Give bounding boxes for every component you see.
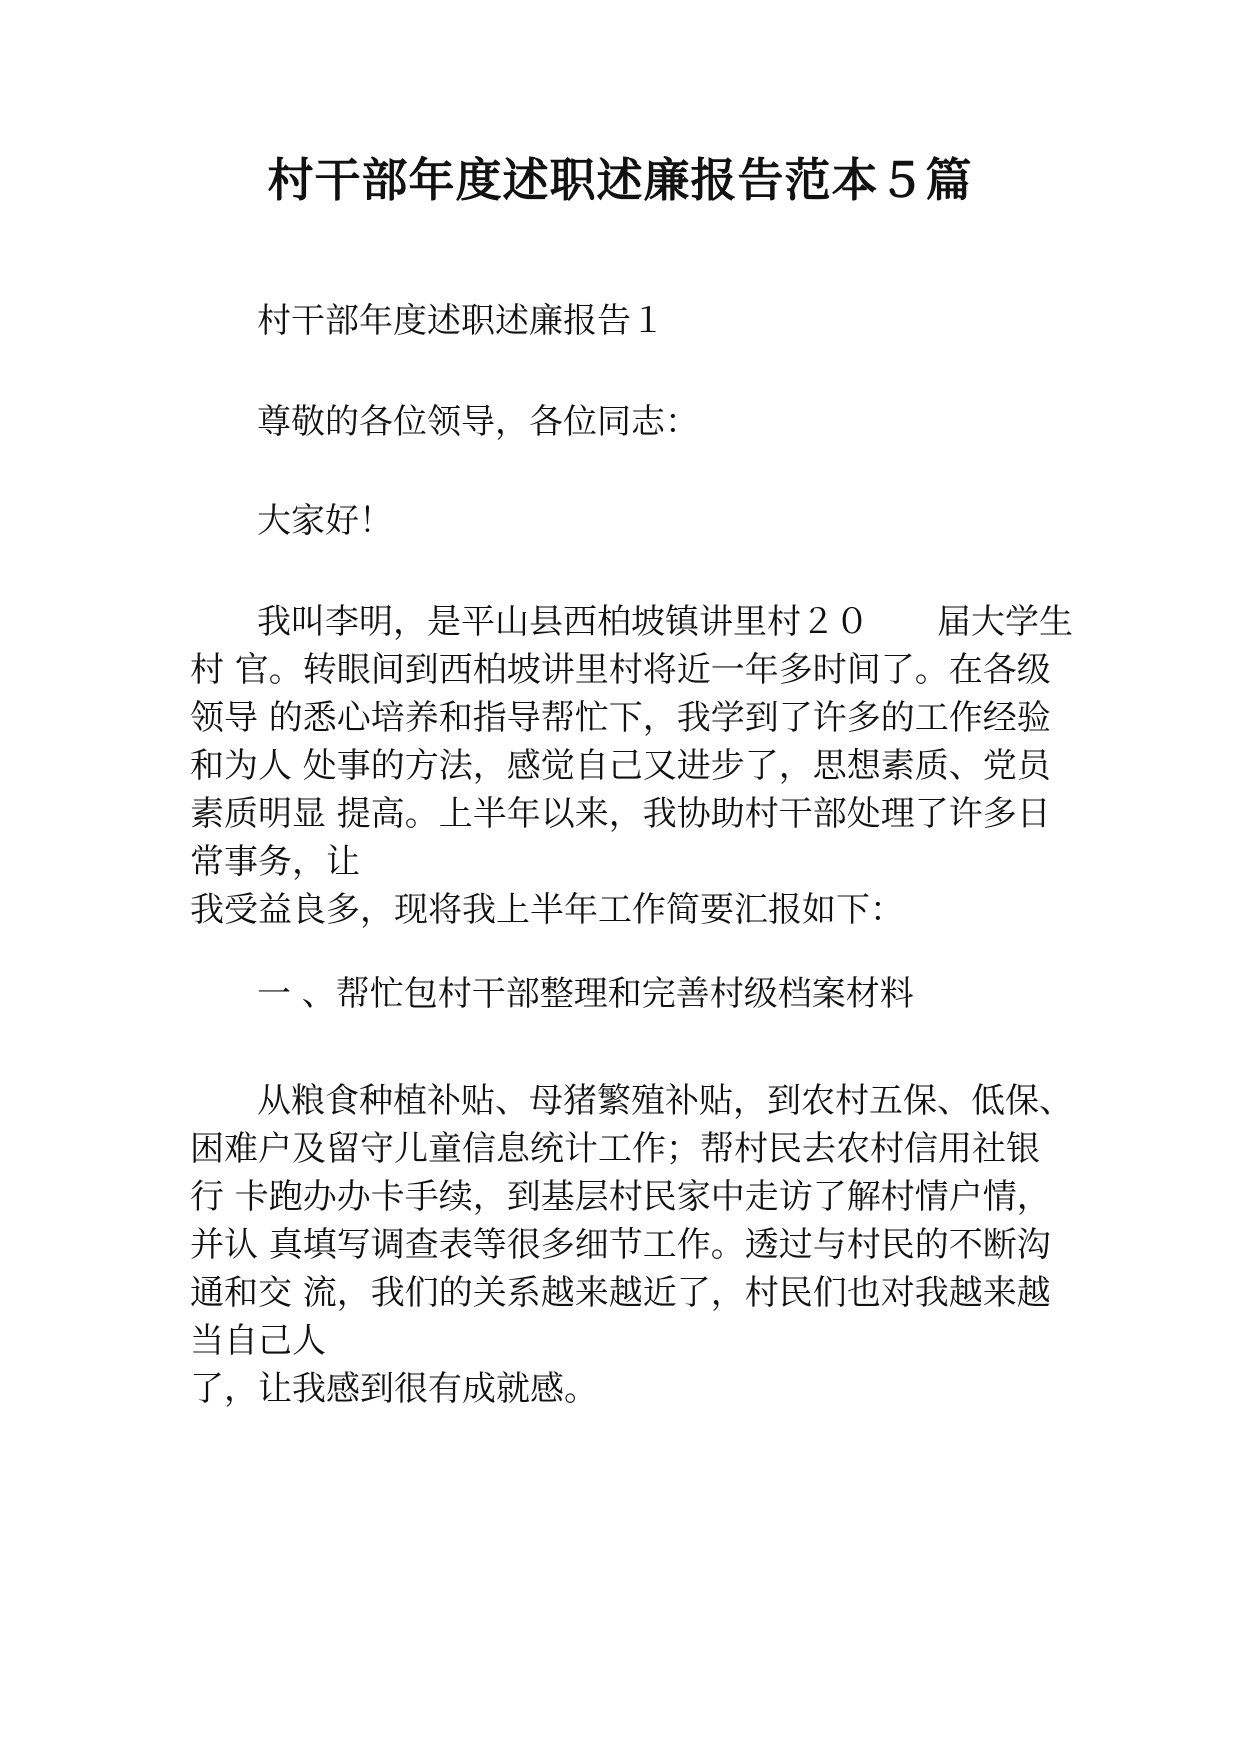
paragraph-line: 了，让我感到很有成就感。 [190,1369,598,1409]
paragraph-line: 我受益良多，现将我上半年工作简要汇报如下： [190,890,904,930]
paragraph-intro [190,598,1073,934]
greeting: 大家好！ [257,501,393,541]
paragraph-line: 我叫李明，是平山县西柏坡镇讲里村２０ 届大学生 [257,602,1073,642]
paragraph-line: 当自己人 [190,1321,326,1361]
document-title: 村干部年度述职述廉报告范本５篇 [267,153,973,207]
paragraph-line: 困难户及留守儿童信息统计工作；帮村民去农村信用社银 [190,1129,1040,1169]
paragraph-line: 并认 真填写调查表等很多细节工作。透过与村民的不断沟 [190,1225,1051,1265]
paragraph-line: 常事务，让 [190,842,360,882]
paragraph-line: 村 官。转眼间到西柏坡讲里村将近一年多时间了。在各级 [190,650,1051,690]
subheading-archives: 一 、帮忙包村干部整理和完善村级档案材料 [257,974,914,1014]
section-heading: 村干部年度述职述廉报告１ [257,301,665,341]
salutation: 尊敬的各位领导，各位同志： [257,402,699,442]
paragraph-line: 从粮食种植补贴、母猪繁殖补贴，到农村五保、低保、 [257,1081,1073,1121]
paragraph-line: 行 卡跑办办卡手续，到基层村民家中走访了解村情户情， [190,1177,1051,1217]
paragraph-archives [190,1077,1073,1413]
paragraph-line: 通和交 流，我们的关系越来越近了，村民们也对我越来越 [190,1273,1051,1313]
paragraph-line: 素质明显 提高。上半年以来，我协助村干部处理了许多日 [190,794,1051,834]
paragraph-line: 领导 的悉心培养和指导帮忙下，我学到了许多的工作经验 [190,698,1051,738]
paragraph-line: 和为人 处事的方法，感觉自己又进步了，思想素质、党员 [190,746,1051,786]
